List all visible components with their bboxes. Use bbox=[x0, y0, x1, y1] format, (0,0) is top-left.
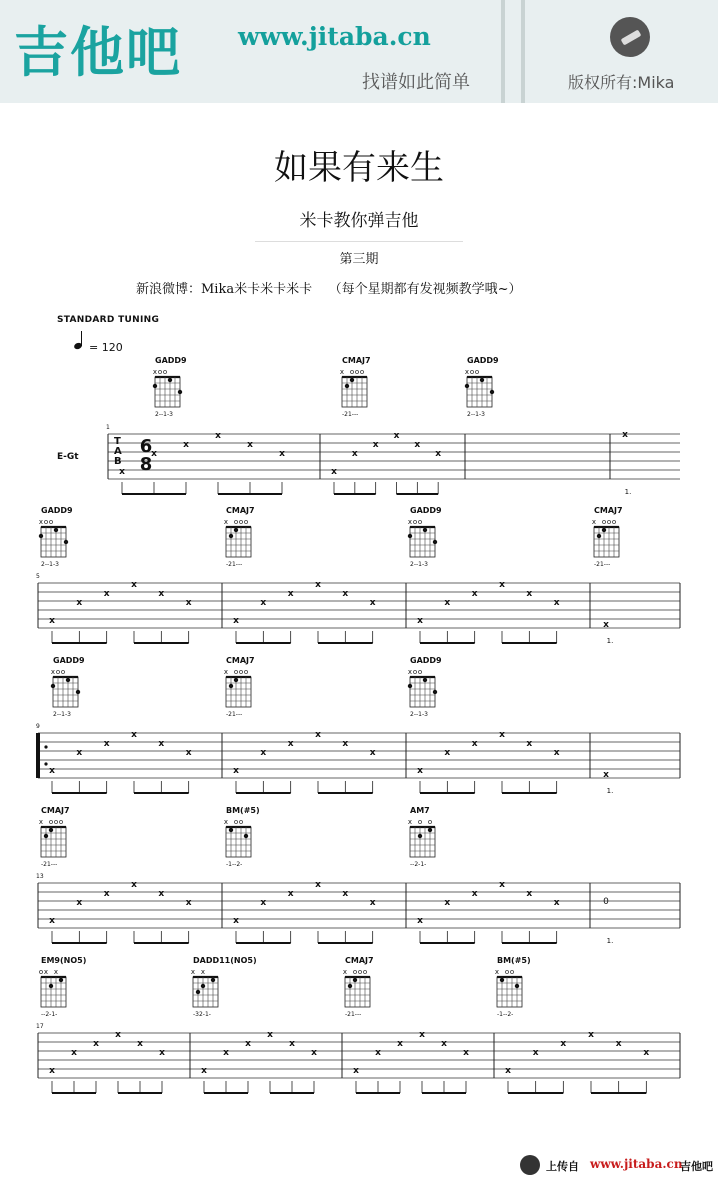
chord-name: GADD9 bbox=[155, 356, 187, 365]
tab-note-x: x bbox=[159, 1048, 165, 1058]
chord-open-muted-marker: x bbox=[223, 518, 229, 526]
instrument-label: E-Gt bbox=[57, 452, 79, 462]
chord-fingering: -21--- bbox=[342, 411, 359, 418]
chord-open-muted-marker: o bbox=[53, 818, 59, 826]
chord-open-muted-marker: o bbox=[58, 818, 64, 826]
measure-number: 1 bbox=[106, 424, 110, 431]
tempo-value: = 120 bbox=[89, 341, 123, 354]
chord-open-muted-marker: x bbox=[38, 818, 44, 826]
chord-open-muted-marker: x bbox=[494, 968, 500, 976]
tab-note-x: x bbox=[499, 730, 505, 740]
tab-note-x: x bbox=[158, 889, 165, 899]
tab-note-x: x bbox=[119, 467, 125, 477]
chord-fingering: -1--2- bbox=[226, 861, 243, 868]
tab-note-x: x bbox=[201, 1066, 207, 1076]
time-signature-top: 6 bbox=[139, 436, 153, 457]
chord-open-muted-marker: o bbox=[504, 968, 510, 976]
tab-note-x: x bbox=[369, 598, 376, 608]
chord-finger-dot bbox=[66, 678, 70, 682]
song-subtitle: 米卡教你弹吉他 bbox=[299, 211, 419, 231]
tab-note-x: x bbox=[315, 880, 321, 890]
chord-finger-dot bbox=[423, 678, 427, 682]
tab-note-x: x bbox=[369, 748, 376, 758]
chord-open-muted-marker: x bbox=[407, 518, 413, 526]
chord-name: GADD9 bbox=[53, 656, 85, 665]
ending-label: 1. bbox=[624, 488, 632, 496]
chord-fingering: 2--1-3 bbox=[53, 711, 71, 718]
chord-name: DADD11(NO5) bbox=[193, 956, 257, 965]
chord-open-muted-marker: x bbox=[50, 668, 56, 676]
chord-fingering: -32-1- bbox=[193, 1011, 211, 1018]
tab-note-x: x bbox=[393, 431, 400, 441]
tab-note-x: x bbox=[353, 1066, 359, 1076]
tuning-label: STANDARD TUNING bbox=[57, 315, 160, 325]
chord-finger-dot bbox=[39, 534, 43, 538]
tab-note-x: x bbox=[417, 616, 423, 626]
chord-open-muted-marker: o bbox=[362, 968, 368, 976]
chord-open-muted-marker: x bbox=[200, 968, 206, 976]
tab-note-x: x bbox=[463, 1048, 469, 1058]
chord-open-muted-marker: x bbox=[190, 968, 196, 976]
chord-open-muted-marker: x bbox=[53, 968, 59, 976]
tab-note-x: x bbox=[103, 739, 110, 749]
chord-diagram-box bbox=[467, 377, 492, 407]
chord-name: BM(#5) bbox=[226, 806, 260, 815]
tab-note-x: x bbox=[49, 766, 55, 776]
tab-note-x: x bbox=[526, 589, 533, 599]
chord-open-muted-marker: o bbox=[38, 968, 44, 976]
tab-note-x: x bbox=[233, 616, 239, 626]
tab-note-x: x bbox=[137, 1039, 143, 1049]
chord-name: CMAJ7 bbox=[226, 656, 255, 665]
chord-open-muted-marker: o bbox=[238, 818, 244, 826]
chord-diagram-box bbox=[226, 527, 251, 557]
tab-note-x: x bbox=[553, 598, 560, 608]
chord-diagram-box bbox=[342, 377, 367, 407]
chord-name: CMAJ7 bbox=[41, 806, 70, 815]
copyright-text: 版权所有:Mika bbox=[568, 73, 675, 92]
tab-fret-number: 0 bbox=[603, 897, 609, 907]
chord-open-muted-marker: o bbox=[48, 518, 54, 526]
tab-note-x: x bbox=[342, 589, 349, 599]
chord-fingering: 2--1-3 bbox=[155, 411, 173, 418]
chord-finger-dot bbox=[153, 384, 157, 388]
chord-open-muted-marker: x bbox=[152, 368, 158, 376]
tab-note-x: x bbox=[247, 440, 253, 450]
chord-name: GADD9 bbox=[410, 656, 442, 665]
chord-open-muted-marker: o bbox=[352, 968, 358, 976]
tab-note-x: x bbox=[369, 898, 376, 908]
chord-open-muted-marker: o bbox=[427, 818, 433, 826]
chord-finger-dot bbox=[423, 528, 427, 532]
chord-open-muted-marker: x bbox=[339, 368, 345, 376]
ending-label: 1. bbox=[606, 637, 614, 645]
tab-note-x: x bbox=[279, 449, 285, 459]
tab-note-x: x bbox=[260, 598, 267, 608]
time-signature-bottom: 8 bbox=[139, 454, 153, 475]
repeat-start-bar bbox=[36, 733, 40, 778]
footer-site-name: 吉他吧 bbox=[680, 1160, 713, 1173]
tab-note-x: x bbox=[185, 898, 192, 908]
tab-note-x: x bbox=[435, 449, 442, 459]
chord-fingering: --2-1- bbox=[41, 1011, 58, 1018]
tab-note-x: x bbox=[441, 1039, 447, 1049]
chord-finger-dot bbox=[54, 528, 58, 532]
tab-note-x: x bbox=[260, 898, 267, 908]
chord-open-muted-marker: o bbox=[243, 668, 249, 676]
footer-url-link[interactable]: www.jitaba.cn bbox=[590, 1157, 683, 1171]
tab-note-x: x bbox=[532, 1048, 539, 1058]
tab-note-x: x bbox=[223, 1048, 229, 1058]
tab-clef-letter: T bbox=[114, 436, 121, 447]
chord-finger-dot bbox=[76, 690, 80, 694]
tab-note-x: x bbox=[375, 1048, 381, 1058]
tab-note-x: x bbox=[103, 589, 110, 599]
tab-note-x: x bbox=[158, 739, 165, 749]
chord-name: CMAJ7 bbox=[594, 506, 623, 515]
chord-finger-dot bbox=[597, 534, 601, 538]
tab-note-x: x bbox=[560, 1039, 567, 1049]
chord-open-muted-marker: o bbox=[359, 368, 365, 376]
chord-finger-dot bbox=[51, 684, 55, 688]
tab-note-x: x bbox=[643, 1048, 650, 1058]
tab-note-x: x bbox=[553, 748, 560, 758]
chord-open-muted-marker: o bbox=[60, 668, 66, 676]
chord-open-muted-marker: o bbox=[233, 668, 239, 676]
tab-note-x: x bbox=[76, 598, 83, 608]
chord-name: EM9(NO5) bbox=[41, 956, 87, 965]
chord-name: GADD9 bbox=[41, 506, 73, 515]
site-url-link[interactable]: www.jitaba.cn bbox=[238, 22, 431, 51]
chord-finger-dot bbox=[408, 684, 412, 688]
tab-note-x: x bbox=[185, 748, 192, 758]
tab-note-x: x bbox=[315, 730, 321, 740]
measure-number: 17 bbox=[36, 1023, 44, 1030]
chord-finger-dot bbox=[433, 690, 437, 694]
chord-open-muted-marker: x bbox=[223, 818, 229, 826]
tab-note-x: x bbox=[315, 580, 321, 590]
chord-name: CMAJ7 bbox=[342, 356, 371, 365]
chord-open-muted-marker: o bbox=[48, 818, 54, 826]
footer bbox=[520, 1153, 718, 1177]
tab-clef-letter: A bbox=[114, 446, 122, 457]
chord-finger-dot bbox=[234, 678, 238, 682]
chord-open-muted-marker: o bbox=[417, 518, 423, 526]
tab-note-x: x bbox=[419, 1030, 425, 1040]
tab-note-x: x bbox=[260, 748, 267, 758]
tab-note-x: x bbox=[414, 440, 421, 450]
site-logo[interactable]: 吉他吧 bbox=[14, 21, 182, 84]
tab-note-x: x bbox=[151, 449, 157, 459]
chord-finger-dot bbox=[229, 828, 233, 832]
tab-note-x: x bbox=[471, 739, 478, 749]
chord-finger-dot bbox=[168, 378, 172, 382]
tab-note-x: x bbox=[603, 620, 609, 630]
chord-name: CMAJ7 bbox=[345, 956, 374, 965]
tab-note-x: x bbox=[505, 1066, 511, 1076]
repeat-dot bbox=[44, 745, 47, 748]
measure-number: 13 bbox=[36, 873, 44, 880]
chord-diagram-box bbox=[594, 527, 619, 557]
chord-diagram-box bbox=[410, 527, 435, 557]
chord-diagram-box bbox=[41, 527, 66, 557]
tab-note-x: x bbox=[499, 880, 505, 890]
chord-fingering: -21--- bbox=[594, 561, 611, 568]
chord-finger-dot bbox=[353, 978, 357, 982]
chord-fingering: 2--1-3 bbox=[467, 411, 485, 418]
tab-note-x: x bbox=[131, 730, 137, 740]
tab-note-x: x bbox=[526, 739, 533, 749]
chord-finger-dot bbox=[178, 390, 182, 394]
chord-finger-dot bbox=[64, 540, 68, 544]
chord-open-muted-marker: o bbox=[611, 518, 617, 526]
tab-note-x: x bbox=[76, 748, 83, 758]
chord-open-muted-marker: o bbox=[157, 368, 163, 376]
song-title: 如果有来生 bbox=[274, 148, 444, 188]
chord-open-muted-marker: o bbox=[412, 518, 418, 526]
tab-note-x: x bbox=[417, 766, 423, 776]
tab-note-x: x bbox=[49, 616, 55, 626]
tab-note-x: x bbox=[183, 440, 189, 450]
tab-note-x: x bbox=[397, 1039, 403, 1049]
tab-note-x: x bbox=[622, 430, 628, 440]
chord-name: CMAJ7 bbox=[226, 506, 255, 515]
chord-open-muted-marker: x bbox=[591, 518, 597, 526]
tab-note-x: x bbox=[444, 598, 451, 608]
tab-note-x: x bbox=[588, 1030, 594, 1040]
chord-finger-dot bbox=[345, 384, 349, 388]
chord-finger-dot bbox=[490, 390, 494, 394]
chord-diagram-box bbox=[41, 827, 66, 857]
chord-name: GADD9 bbox=[467, 356, 499, 365]
tab-note-x: x bbox=[471, 889, 478, 899]
tab-note-x: x bbox=[76, 898, 83, 908]
chord-open-muted-marker: o bbox=[55, 668, 61, 676]
chord-diagram-box bbox=[226, 677, 251, 707]
tab-note-x: x bbox=[49, 1066, 55, 1076]
tab-clef-letter: B bbox=[114, 456, 122, 467]
chord-open-muted-marker: x bbox=[223, 668, 229, 676]
chord-fingering: -1--2- bbox=[497, 1011, 514, 1018]
tab-note-x: x bbox=[287, 589, 294, 599]
tab-note-x: x bbox=[289, 1039, 295, 1049]
chord-finger-dot bbox=[480, 378, 484, 382]
chord-open-muted-marker: o bbox=[417, 668, 423, 676]
tab-note-x: x bbox=[444, 898, 451, 908]
chord-open-muted-marker: o bbox=[349, 368, 355, 376]
chord-open-muted-marker: o bbox=[238, 668, 244, 676]
chord-open-muted-marker: o bbox=[43, 518, 49, 526]
chord-finger-dot bbox=[234, 528, 238, 532]
tab-note-x: x bbox=[215, 431, 221, 441]
chord-finger-dot bbox=[500, 978, 504, 982]
chord-open-muted-marker: o bbox=[243, 518, 249, 526]
chord-fingering: --2-1- bbox=[410, 861, 427, 868]
footer-uploaded-label: 上传自 bbox=[546, 1160, 579, 1173]
site-slogan: 找谱如此简单 bbox=[362, 72, 470, 93]
weibo-info: 新浪微博：Mika米卡米卡米卡 （每个星期都有发视频教学哦~） bbox=[136, 282, 522, 297]
ending-label: 1. bbox=[606, 787, 614, 795]
chord-finger-dot bbox=[49, 828, 53, 832]
ending-label: 1. bbox=[606, 937, 614, 945]
chord-fingering: -21--- bbox=[41, 861, 58, 868]
tab-note-x: x bbox=[131, 580, 137, 590]
tab-note-x: x bbox=[245, 1039, 251, 1049]
chord-open-muted-marker: o bbox=[162, 368, 168, 376]
chord-finger-dot bbox=[49, 984, 53, 988]
tab-note-x: x bbox=[115, 1030, 121, 1040]
chord-fingering: -21--- bbox=[345, 1011, 362, 1018]
tab-note-x: x bbox=[287, 739, 294, 749]
chord-diagram-box bbox=[155, 377, 180, 407]
chord-finger-dot bbox=[196, 990, 200, 994]
tab-note-x: x bbox=[103, 889, 110, 899]
chord-open-muted-marker: o bbox=[469, 368, 475, 376]
tab-note-x: x bbox=[417, 916, 423, 926]
tab-note-x: x bbox=[342, 889, 349, 899]
chord-diagram-box bbox=[53, 677, 78, 707]
tab-note-x: x bbox=[342, 739, 349, 749]
chord-open-muted-marker: o bbox=[354, 368, 360, 376]
chord-fingering: 2--1-3 bbox=[41, 561, 59, 568]
chord-fingering: 2--1-3 bbox=[410, 561, 428, 568]
chord-open-muted-marker: o bbox=[474, 368, 480, 376]
chord-open-muted-marker: o bbox=[238, 518, 244, 526]
chord-open-muted-marker: x bbox=[407, 668, 413, 676]
chord-open-muted-marker: o bbox=[509, 968, 515, 976]
measure-number: 9 bbox=[36, 723, 40, 730]
chord-finger-dot bbox=[59, 978, 63, 982]
chord-finger-dot bbox=[408, 534, 412, 538]
tab-note-x: x bbox=[526, 889, 533, 899]
chord-open-muted-marker: o bbox=[412, 668, 418, 676]
chord-open-muted-marker: o bbox=[606, 518, 612, 526]
chord-name: AM7 bbox=[410, 806, 430, 815]
repeat-dot bbox=[44, 762, 47, 765]
issue-label: 第三期 bbox=[339, 252, 379, 267]
chord-finger-dot bbox=[348, 984, 352, 988]
tab-note-x: x bbox=[331, 467, 337, 477]
chord-open-muted-marker: o bbox=[601, 518, 607, 526]
chord-open-muted-marker: x bbox=[407, 818, 413, 826]
tab-note-x: x bbox=[372, 440, 379, 450]
chord-finger-dot bbox=[244, 834, 248, 838]
chord-open-muted-marker: x bbox=[464, 368, 470, 376]
tab-note-x: x bbox=[499, 580, 505, 590]
chord-open-muted-marker: o bbox=[357, 968, 363, 976]
chord-finger-dot bbox=[229, 534, 233, 538]
tab-note-x: x bbox=[615, 1039, 622, 1049]
tab-note-x: x bbox=[233, 916, 239, 926]
measure-number: 5 bbox=[36, 573, 40, 580]
tab-note-x: x bbox=[185, 598, 192, 608]
chord-finger-dot bbox=[433, 540, 437, 544]
chord-fingering: -21--- bbox=[226, 561, 243, 568]
chord-open-muted-marker: o bbox=[233, 518, 239, 526]
tab-note-x: x bbox=[287, 889, 294, 899]
tab-note-x: x bbox=[158, 589, 165, 599]
chord-finger-dot bbox=[602, 528, 606, 532]
chord-finger-dot bbox=[418, 834, 422, 838]
tab-note-x: x bbox=[444, 748, 451, 758]
chord-open-muted-marker: x bbox=[342, 968, 348, 976]
chord-name: GADD9 bbox=[410, 506, 442, 515]
chord-finger-dot bbox=[229, 684, 233, 688]
chord-open-muted-marker: o bbox=[233, 818, 239, 826]
chord-finger-dot bbox=[44, 834, 48, 838]
tab-note-x: x bbox=[471, 589, 478, 599]
chord-finger-dot bbox=[428, 828, 432, 832]
chord-open-muted-marker: x bbox=[43, 968, 49, 976]
tab-note-x: x bbox=[311, 1048, 317, 1058]
chord-diagram-box bbox=[345, 977, 370, 1007]
tab-note-x: x bbox=[233, 766, 239, 776]
tab-note-x: x bbox=[553, 898, 560, 908]
chord-diagram-box bbox=[410, 677, 435, 707]
chord-finger-dot bbox=[350, 378, 354, 382]
chord-finger-dot bbox=[201, 984, 205, 988]
chord-finger-dot bbox=[211, 978, 215, 982]
chord-fingering: -21--- bbox=[226, 711, 243, 718]
chord-name: BM(#5) bbox=[497, 956, 531, 965]
tab-note-x: x bbox=[49, 916, 55, 926]
chord-finger-dot bbox=[465, 384, 469, 388]
chord-fingering: 2--1-3 bbox=[410, 711, 428, 718]
chord-open-muted-marker: o bbox=[417, 818, 423, 826]
tab-note-x: x bbox=[93, 1039, 99, 1049]
guitar-badge-icon bbox=[520, 1155, 540, 1175]
tab-note-x: x bbox=[267, 1030, 273, 1040]
tab-note-x: x bbox=[131, 880, 137, 890]
tab-note-x: x bbox=[71, 1048, 77, 1058]
chord-finger-dot bbox=[515, 984, 519, 988]
tab-note-x: x bbox=[351, 449, 358, 459]
chord-open-muted-marker: x bbox=[38, 518, 44, 526]
tab-note-x: x bbox=[603, 770, 609, 780]
